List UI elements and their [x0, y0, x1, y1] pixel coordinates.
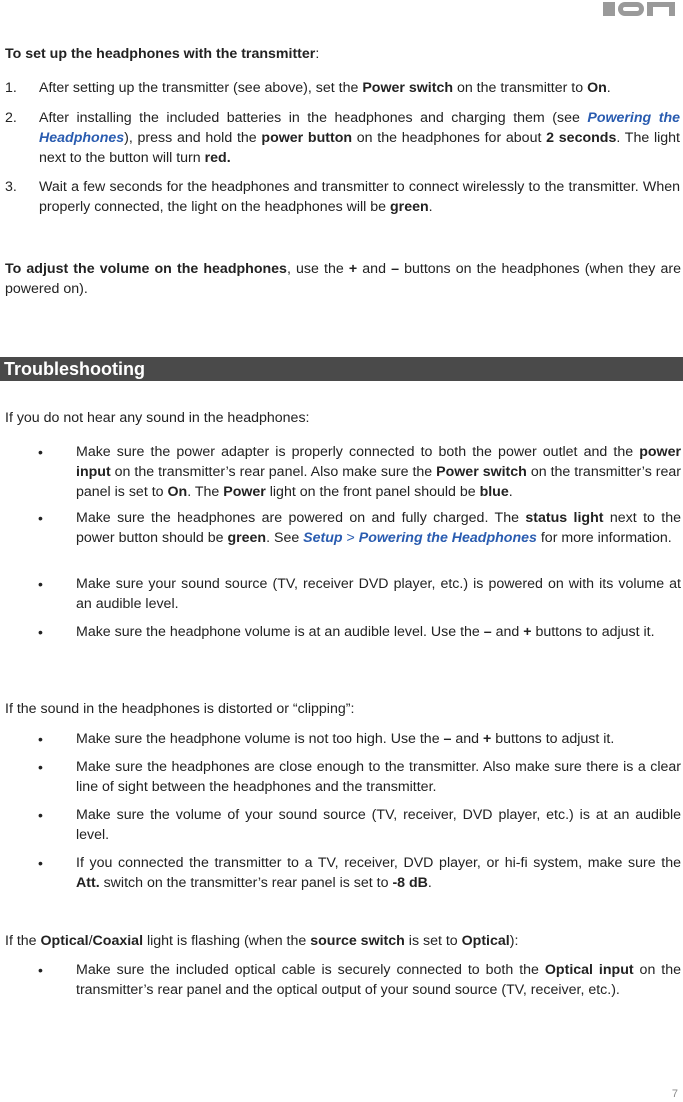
list-item: Make sure the headphone volume is not too high. Use the – and + buttons to adjust it.	[76, 731, 615, 747]
bullet-icon: •	[38, 855, 43, 871]
step-text: After setting up the transmitter (see above), set the Power switch on the transmitter to On.	[39, 80, 611, 96]
list-item: Make sure the power adapter is properly connected to both the power outlet and the power input on the transmitter’s rear panel. Also make sure the Power switch on the transmitter’s rear panel is set to On. The Power light on the front panel should be blue.	[76, 444, 681, 500]
list-item: If you connected the transmitter to a TV, receiver, DVD player, or hi-fi system, make sure the Att. switch on the transmitter’s rear panel is set to -8 dB.	[76, 855, 681, 891]
list-item: Make sure the headphone volume is at an audible level. Use the – and + buttons to adjust it.	[76, 624, 655, 640]
ion-logo	[603, 2, 675, 16]
step-text: After installing the included batteries in the headphones and charging them (see Powering the Headphones), press and hold the power button on the headphones for about 2 seconds. The light next to the button will turn red.	[39, 110, 680, 166]
bullet-icon: •	[38, 510, 43, 526]
powering-headphones-link[interactable]: Powering the Headphones	[358, 530, 537, 546]
volume-paragraph: To adjust the volume on the headphones, use the + and – buttons on the headphones (when they are powered on).	[5, 261, 681, 297]
bullet-icon: •	[38, 731, 43, 747]
bullet-icon: •	[38, 962, 43, 978]
bullet-icon: •	[38, 444, 43, 460]
step-number: 1.	[5, 80, 17, 96]
troubleshooting-banner: Troubleshooting	[0, 357, 683, 381]
page-number: 7	[671, 1088, 678, 1100]
list-item: Make sure the volume of your sound source (TV, receiver, DVD player, etc.) is at an audible level.	[76, 807, 681, 843]
setup-heading: To set up the headphones with the transmitter:	[5, 46, 320, 62]
bullet-icon: •	[38, 807, 43, 823]
step-text: Wait a few seconds for the headphones and transmitter to connect wirelessly to the transmitter. When properly connected, the light on the headphones will be green.	[39, 179, 680, 215]
powering-headphones-link[interactable]: Powering the Headphones	[39, 110, 680, 146]
setup-link[interactable]: Setup	[303, 530, 343, 546]
section-intro: If the Optical/Coaxial light is flashing (when the source switch is set to Optical):	[5, 933, 519, 949]
step-number: 3.	[5, 179, 17, 195]
bullet-icon: •	[38, 576, 43, 592]
bullet-icon: •	[38, 624, 43, 640]
list-item: Make sure the included optical cable is securely connected to both the Optical input on the transmitter’s rear panel and the optical output of your sound source (TV, receiver, etc.).	[76, 962, 682, 998]
ion-logo-graphic	[603, 2, 675, 16]
section-intro: If you do not hear any sound in the headphones:	[5, 410, 310, 426]
list-item: Make sure your sound source (TV, receiver DVD player, etc.) is powered on with its volume at an audible level.	[76, 576, 681, 612]
list-item: Make sure the headphones are powered on and fully charged. The status light next to the power button should be green. See Setup > Powering the Headphones for more information.	[76, 510, 682, 546]
step-number: 2.	[5, 110, 17, 126]
bullet-icon: •	[38, 759, 43, 775]
section-intro: If the sound in the headphones is distorted or “clipping”:	[5, 701, 355, 717]
list-item: Make sure the headphones are close enough to the transmitter. Also make sure there is a clear line of sight between the headphones and the transmitter.	[76, 759, 681, 795]
